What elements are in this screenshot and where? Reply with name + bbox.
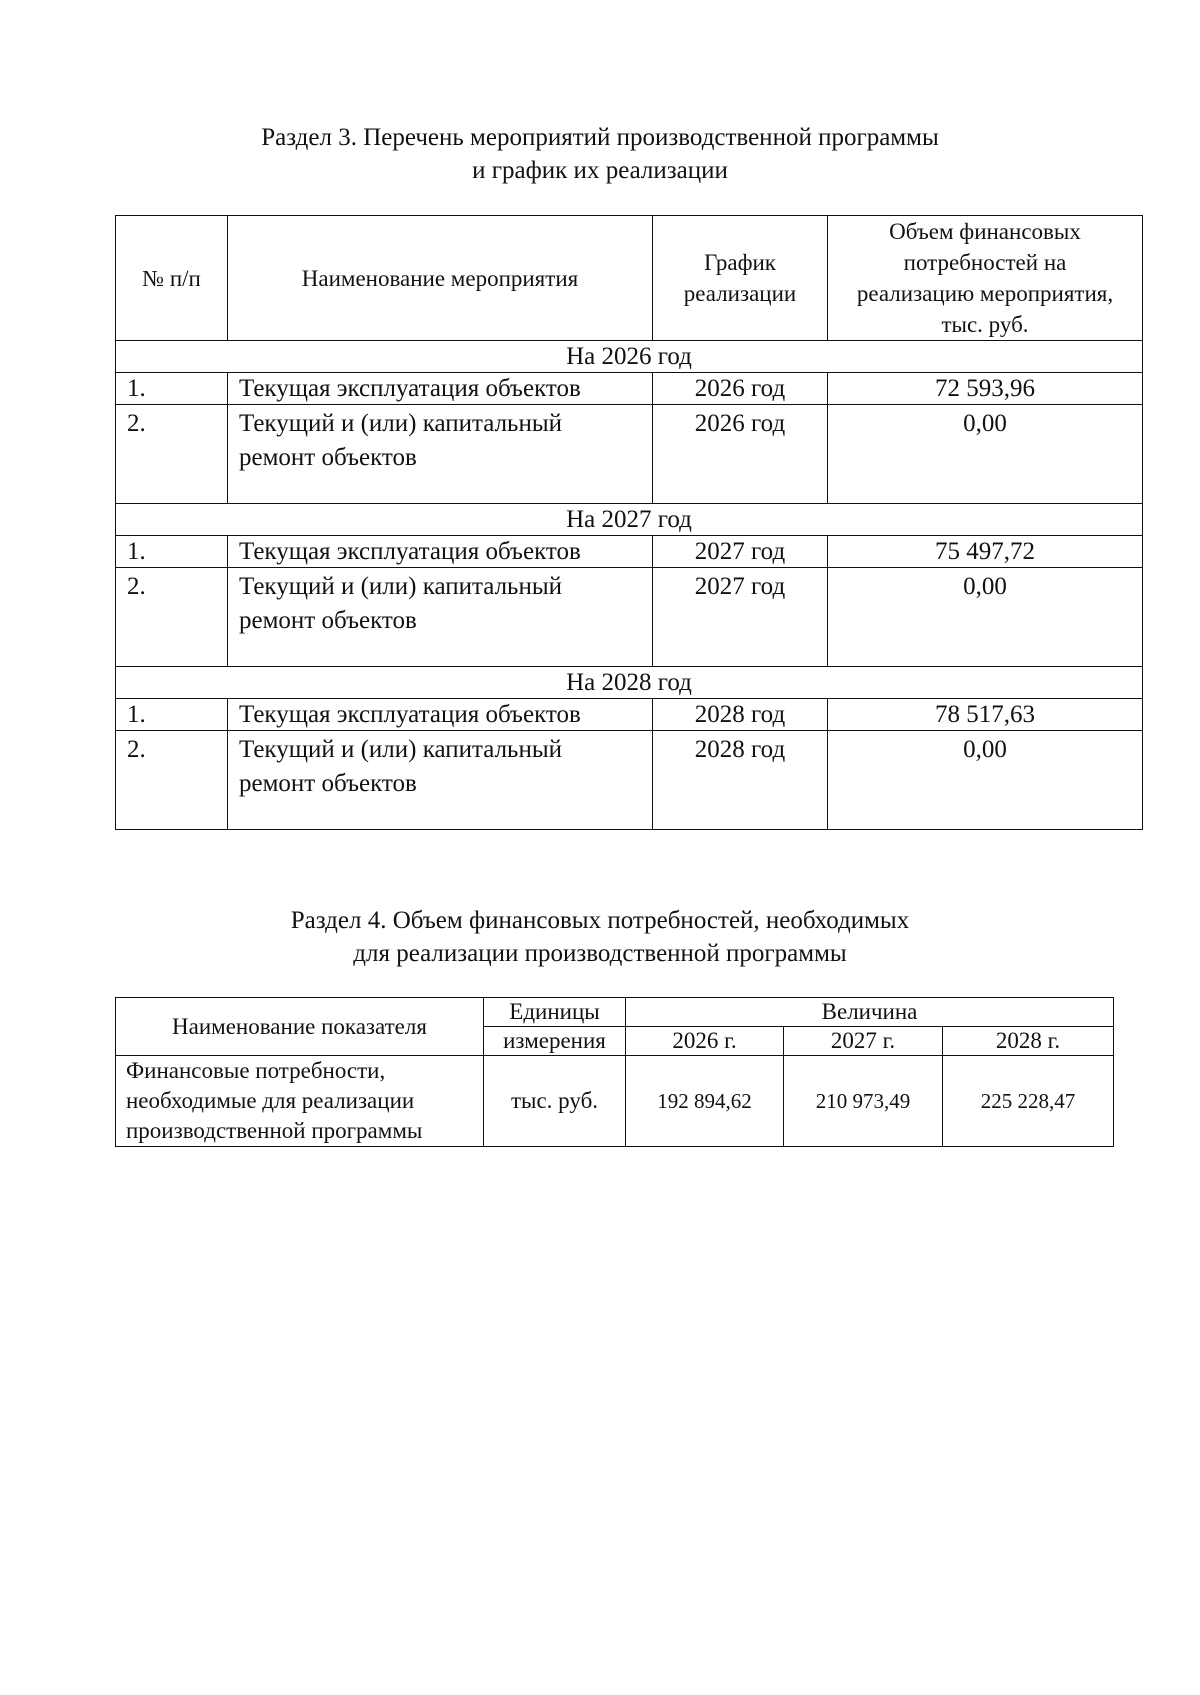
header-schedule-line1: График: [704, 250, 776, 275]
header-num: № п/п: [116, 216, 228, 341]
header-volume-line4: тыс. руб.: [941, 312, 1029, 337]
row-amount: 72 593,96: [828, 373, 1143, 405]
header-year-2028: 2028 г.: [943, 1027, 1114, 1056]
header-volume-line2: потребностей на: [903, 250, 1067, 275]
header-unit-line1: Единицы: [484, 998, 626, 1027]
row-schedule: 2026 год: [653, 405, 828, 504]
header-value: Величина: [626, 998, 1114, 1027]
row-amount: 75 497,72: [828, 536, 1143, 568]
row-num: 1.: [116, 536, 228, 568]
row-schedule: 2027 год: [653, 568, 828, 667]
table-row: [116, 536, 1143, 568]
section4-title-line1: Раздел 4. Объем финансовых потребностей, необходимых: [290, 907, 910, 934]
table-header-row: [116, 998, 1114, 1027]
header-schedule: [653, 216, 828, 341]
row-name-line2: ремонт объектов: [239, 607, 417, 634]
row-schedule: 2028 год: [653, 731, 828, 830]
row-name-line2: ремонт объектов: [239, 444, 417, 471]
table-row: [116, 405, 1143, 504]
row-name: [228, 731, 653, 830]
row-name-line1: Текущий и (или) капитальный: [239, 736, 562, 763]
table-row: [116, 1056, 1114, 1147]
row-name-line2: ремонт объектов: [239, 770, 417, 797]
row-amount: 0,00: [828, 568, 1143, 667]
row-num: 1.: [116, 373, 228, 405]
table-row: [116, 568, 1143, 667]
section4-table: [115, 997, 1114, 1147]
group-row-2027: [116, 504, 1143, 536]
section3-title-line2: и график их реализации: [472, 157, 728, 184]
section3-title-line1: Раздел 3. Перечень мероприятий производственной программы: [261, 124, 939, 151]
row-num: 2.: [116, 568, 228, 667]
header-volume-line3: реализацию мероприятия,: [856, 281, 1114, 306]
row-num: 2.: [116, 731, 228, 830]
section3-title: [0, 121, 1200, 187]
row-indicator: [116, 1056, 484, 1147]
row-schedule: 2028 год: [653, 699, 828, 731]
row-unit: тыс. руб.: [484, 1056, 626, 1147]
row-indicator-line2: необходимые для реализации: [126, 1088, 415, 1113]
group-label: На 2028 год: [116, 667, 1143, 699]
row-name: Текущая эксплуатация объектов: [228, 373, 653, 405]
row-name: [228, 405, 653, 504]
header-volume-line1: Объем финансовых: [889, 219, 1081, 244]
group-row-2026: [116, 341, 1143, 373]
row-schedule: 2027 год: [653, 536, 828, 568]
header-unit-line2: измерения: [484, 1027, 626, 1056]
row-value-2027: 210 973,49: [784, 1056, 943, 1147]
row-amount: 78 517,63: [828, 699, 1143, 731]
header-year-2027: 2027 г.: [784, 1027, 943, 1056]
table-row: [116, 731, 1143, 830]
header-name: Наименование мероприятия: [228, 216, 653, 341]
row-amount: 0,00: [828, 405, 1143, 504]
row-num: 2.: [116, 405, 228, 504]
table-row: [116, 373, 1143, 405]
row-indicator-line1: Финансовые потребности,: [126, 1058, 386, 1083]
header-indicator: Наименование показателя: [116, 998, 484, 1056]
row-indicator-line3: производственной программы: [126, 1118, 423, 1143]
row-name: Текущая эксплуатация объектов: [228, 536, 653, 568]
row-amount: 0,00: [828, 731, 1143, 830]
table-header-row: [116, 216, 1143, 341]
row-name-line1: Текущий и (или) капитальный: [239, 410, 562, 437]
row-value-2028: 225 228,47: [943, 1056, 1114, 1147]
row-name: [228, 568, 653, 667]
row-num: 1.: [116, 699, 228, 731]
section4-title-line2: для реализации производственной программы: [353, 940, 847, 967]
section3-table: [115, 215, 1143, 830]
group-row-2028: [116, 667, 1143, 699]
row-name: Текущая эксплуатация объектов: [228, 699, 653, 731]
row-name-line1: Текущий и (или) капитальный: [239, 573, 562, 600]
group-label: На 2026 год: [116, 341, 1143, 373]
header-year-2026: 2026 г.: [626, 1027, 784, 1056]
row-schedule: 2026 год: [653, 373, 828, 405]
group-label: На 2027 год: [116, 504, 1143, 536]
header-schedule-line2: реализации: [683, 281, 797, 306]
row-value-2026: 192 894,62: [626, 1056, 784, 1147]
table-row: [116, 699, 1143, 731]
header-volume: [828, 216, 1143, 341]
section4-title: [0, 904, 1200, 970]
